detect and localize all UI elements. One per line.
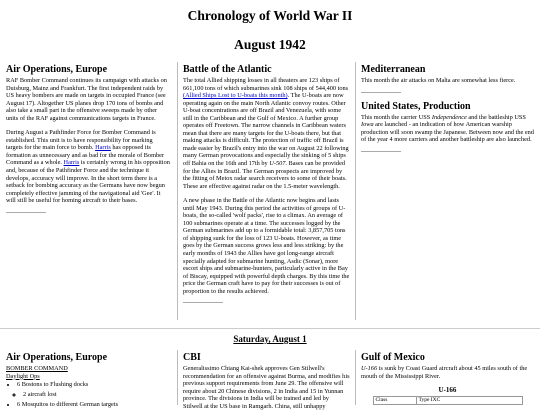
page-subtitle: August 1942 (234, 37, 306, 52)
section-divider (6, 212, 46, 213)
column-divider (177, 62, 178, 320)
section-divider (183, 302, 223, 303)
u507-name: U-507 (269, 160, 286, 168)
harris-link-2[interactable]: Harris (63, 159, 80, 167)
atlantic-section (183, 64, 350, 303)
europe-p2-text-c: is certainly wrong in his opposition and, because of the Pathfinder Force and the technique it develops, accuracy will improve. In the short term there is a setback for bombing accuracy as the Germans have now begun completely effective jamming of the navigational aid 'Gee'. It will still be useful for homing aircraft to their bases. (6, 159, 170, 205)
atlantic-paragraph-1 (183, 77, 350, 190)
page-title: Chronology of World War II (187, 8, 353, 23)
section-divider (361, 151, 401, 152)
iowa-name: Iowa (361, 121, 374, 129)
day-heading[interactable]: Saturday, August 1 (233, 334, 307, 344)
independence-name: Independence (431, 113, 467, 121)
day-europe-heading: Air Operations, Europe (6, 352, 108, 363)
u166-info-table (373, 396, 523, 405)
mediterranean-paragraph: This month the air attacks on Malta are somewhat less fierce. (361, 77, 516, 84)
atlantic-p1-text-c: . Bases can be provided for the Allies in Brazil. The German prospects are improved by the fitting of Metox radar search receivers to some of their boats. These are effective against radar on the 1.5-meter wavelength. (183, 160, 347, 190)
day-separator (0, 328, 540, 329)
europe-p2-text-b: has opposed its formation as unnecessary and as bad for the morale of Bomber Command as a whole. (6, 144, 165, 167)
day-europe-section (6, 352, 170, 410)
list-item: • 6 Bostons to Flushing docks (17, 380, 170, 390)
production-paragraph (361, 114, 534, 144)
u166-name: U-166 (361, 365, 378, 372)
gulf-section (361, 352, 534, 405)
mediterranean-heading: Mediterranean (361, 64, 426, 75)
europe-paragraph-2 (6, 129, 170, 204)
harris-link-1[interactable]: Harris (95, 144, 111, 152)
u166-table-title: U-166 (438, 386, 457, 395)
cbi-paragraph: Generalissimo Chiang Kai-shek approves Gen Stilwell's recommendation for an offensive against Burma, and modifies his previous support requirements from June 29. The offensive will require about 20 Chinese divisions, 2 in India and 15 in Yunnan province. The divisions in India will be trained and led by Stilwell at the US base in Ramgarh. China, still unhappy (183, 365, 350, 410)
atlantic-p1-text-b: . The U-boats are now operating again on the main North Atlantic convoy routes. Other U-boat concentrations are off Brazil and Venezuela, with some still in the Caribbean and the Gulf of Mexico. A further group operates off Freetown. The narrow channels in Caribbean waters mean that there are many targets for the U-boats there, but that making attacks is difficult. The protection of traffic off Brazil is made easier by Brazil's entry into the war on August 22 following many German provocations and especially the sinking of 5 ships off Bahia on the 16th and 17th by (183, 92, 349, 168)
mediterranean-section (361, 64, 534, 152)
europe-heading: Air Operations, Europe (6, 64, 108, 75)
atlantic-heading: Battle of the Atlantic (183, 64, 272, 75)
production-text-b: and the battleship USS (468, 113, 526, 121)
ops-list (6, 380, 170, 410)
list-item: • 6 Mosquitos to different German targets (17, 400, 170, 410)
production-text-c: are launched - an indication of how American warship production will soon swamp the Japanese. Between now and the end of the year 4 more carriers and another battleship are also launched. (361, 121, 534, 144)
cbi-section (183, 352, 350, 417)
column-divider (177, 350, 178, 405)
cbi-heading: CBI (183, 352, 201, 363)
table-row (373, 397, 522, 405)
production-heading: United States, Production (361, 100, 471, 112)
production-text-a: This month the carrier USS (361, 113, 431, 121)
gulf-text: is sunk by Coast Guard aircraft about 45 miles south of the mouth of the Mississippi River. (361, 365, 528, 380)
europe-section (6, 64, 170, 213)
atlantic-p1-text-a: The total Allied shipping losses in all theaters are 123 ships of 661,100 tons of which submarines sink 108 ships of 544,400 tons (183, 77, 349, 92)
section-divider (361, 92, 401, 93)
table-cell-value: Type IXC (416, 397, 522, 405)
ships-lost-link[interactable]: (Allied Ships Lost to U-boats this month) (183, 92, 288, 100)
table-cell-label: Class (373, 397, 416, 405)
atlantic-paragraph-2: A new phase in the Battle of the Atlantic now begins and lasts until May 1943. During this period the activities of groups of U-boats, the so-called 'wolf packs', rise to a climax. An average of 100 submarines operate at a time. The successes logged by the German submarines add up to a formidable total: 3,857,705 tons of shipping sunk for the loss of 123 U-boats. However, as time goes by the German success grows less and less striking: by the early months of 1943 the Allies have got long-range aircraft specially adapted for submarine hunting, Asdic (Sonar), more escort ships and submarine-hunters, particularly active in the Bay of Biscay, equipped with powerful depth charges. By this time the price the German craft have to pay for their successes is out of proportion to the results achieved. (183, 197, 350, 295)
column-divider (355, 350, 356, 405)
daylight-ops-label: Daylight Ops (6, 372, 40, 380)
europe-p2-text-a: During August a Pathfinder Force for Bomber Command is established. This unit is to have responsibility for marking targets for the main force to bomb. (6, 129, 156, 152)
gulf-heading: Gulf of Mexico (361, 352, 425, 363)
europe-paragraph-1: RAF Bomber Command continues its campaign with attacks on Duisburg, Mainz and Frankfurt. The first independent raids by US heavy bombers are made on targets in occupied France (see August 17). Altogether US planes drop 170 tons of bombs and also take a small part in the offensive sweeps made by other units of the RAF against communications targets in France. (6, 77, 167, 122)
list-item: ◦ 2 aircraft lost (23, 390, 170, 400)
bomber-command-label: BOMBER COMMAND (6, 365, 68, 372)
column-divider (355, 62, 356, 320)
gulf-paragraph (361, 365, 534, 380)
